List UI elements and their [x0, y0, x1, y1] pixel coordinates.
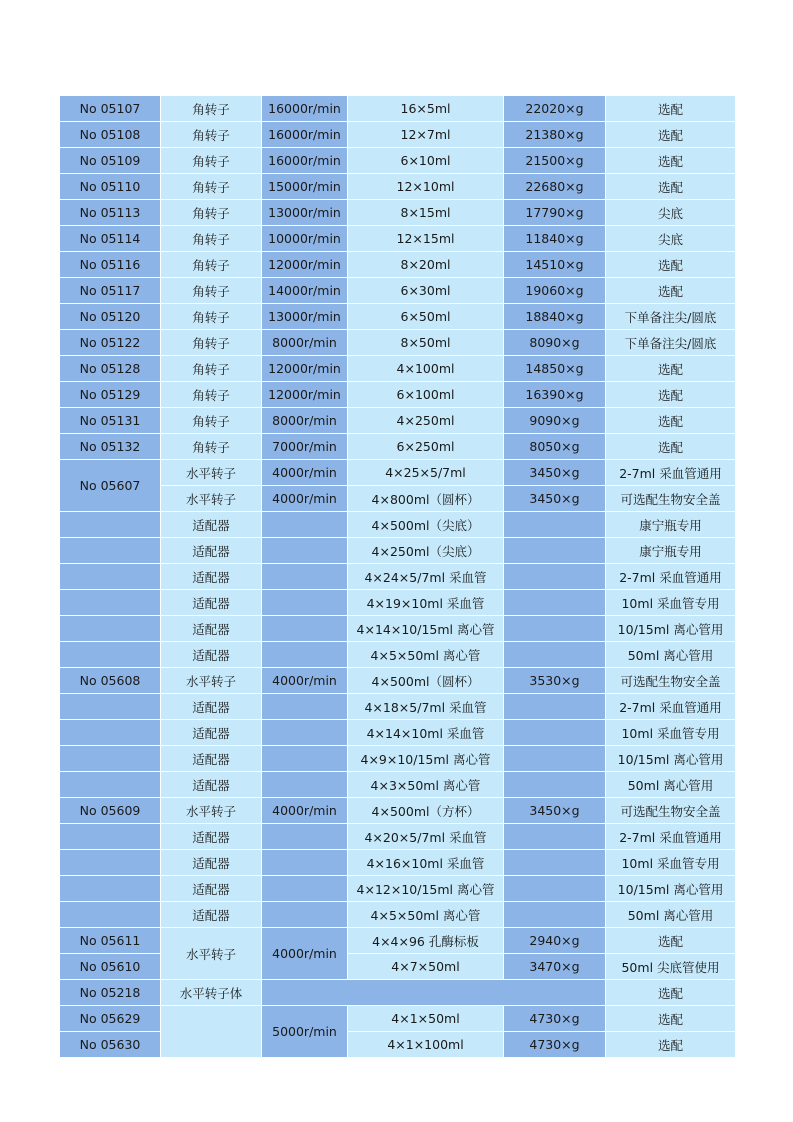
cell-note: 康宁瓶专用	[606, 538, 736, 564]
cell-capacity: 4×250ml	[348, 408, 504, 434]
table-row	[60, 642, 736, 668]
cell-note: 选配	[606, 122, 736, 148]
cell-model-no: No 05131	[60, 408, 161, 434]
table-row	[60, 590, 736, 616]
cell-max-speed: 16000r/min	[262, 148, 348, 174]
cell-max-speed	[262, 564, 348, 590]
table-row	[60, 382, 736, 408]
cell-capacity: 12×10ml	[348, 174, 504, 200]
cell-rotor-type: 适配器	[161, 564, 262, 590]
cell-model-no	[60, 538, 161, 564]
cell-note: 选配	[606, 1006, 736, 1032]
table-row	[60, 720, 736, 746]
cell-rotor-type: 水平转子	[161, 798, 262, 824]
cell-rotor-type: 适配器	[161, 772, 262, 798]
cell-model-no: No 05611	[60, 928, 161, 954]
cell-note: 10/15ml 离心管用	[606, 876, 736, 902]
cell-note: 2-7ml 采血管通用	[606, 824, 736, 850]
cell-model-no: No 05109	[60, 148, 161, 174]
cell-note: 尖底	[606, 200, 736, 226]
cell-capacity: 4×800ml（圆杯）	[348, 486, 504, 512]
cell-max-rcf	[504, 512, 606, 538]
cell-note: 50ml 尖底管使用	[606, 954, 736, 980]
cell-note: 选配	[606, 96, 736, 122]
cell-rotor-type: 水平转子	[161, 928, 262, 980]
cell-rotor-type: 适配器	[161, 850, 262, 876]
cell-note: 康宁瓶专用	[606, 512, 736, 538]
cell-max-speed: 4000r/min	[262, 460, 348, 486]
cell-max-rcf	[504, 694, 606, 720]
cell-max-speed	[262, 512, 348, 538]
cell-max-rcf	[504, 538, 606, 564]
cell-model-no: No 05608	[60, 668, 161, 694]
cell-max-rcf: 4730×g	[504, 1032, 606, 1058]
table-row	[60, 772, 736, 798]
cell-capacity: 6×50ml	[348, 304, 504, 330]
table-row	[60, 694, 736, 720]
cell-max-rcf	[504, 850, 606, 876]
cell-max-rcf: 18840×g	[504, 304, 606, 330]
table-row	[60, 902, 736, 928]
cell-capacity: 4×5×50ml 离心管	[348, 642, 504, 668]
cell-model-no: No 05609	[60, 798, 161, 824]
cell-max-speed	[262, 876, 348, 902]
cell-model-no: No 05630	[60, 1032, 161, 1058]
cell-model-no: No 05610	[60, 954, 161, 980]
cell-max-speed	[262, 590, 348, 616]
cell-max-speed	[262, 850, 348, 876]
cell-note: 尖底	[606, 226, 736, 252]
cell-capacity: 4×19×10ml 采血管	[348, 590, 504, 616]
cell-note: 可选配生物安全盖	[606, 486, 736, 512]
cell-note: 选配	[606, 148, 736, 174]
table-row	[60, 876, 736, 902]
cell-note: 选配	[606, 408, 736, 434]
cell-model-no	[60, 642, 161, 668]
cell-model-no: No 05116	[60, 252, 161, 278]
cell-note: 下单备注尖/圆底	[606, 304, 736, 330]
cell-capacity: 12×15ml	[348, 226, 504, 252]
table-row	[60, 486, 736, 512]
cell-capacity: 6×100ml	[348, 382, 504, 408]
cell-capacity: 4×14×10/15ml 离心管	[348, 616, 504, 642]
cell-capacity: 4×500ml（方杯）	[348, 798, 504, 824]
cell-model-no: No 05607	[60, 460, 161, 512]
cell-rotor-type: 角转子	[161, 174, 262, 200]
cell-model-no	[60, 720, 161, 746]
cell-model-no: No 05107	[60, 96, 161, 122]
cell-capacity: 4×14×10ml 采血管	[348, 720, 504, 746]
cell-max-speed: 8000r/min	[262, 330, 348, 356]
table-row	[60, 616, 736, 642]
cell-note: 选配	[606, 1032, 736, 1058]
cell-rotor-type: 水平转子	[161, 460, 262, 486]
cell-max-rcf	[504, 642, 606, 668]
cell-model-no	[60, 850, 161, 876]
cell-max-rcf: 9090×g	[504, 408, 606, 434]
cell-max-speed	[262, 746, 348, 772]
table-row	[60, 746, 736, 772]
cell-note: 10/15ml 离心管用	[606, 746, 736, 772]
table-row	[60, 96, 736, 122]
cell-note: 2-7ml 采血管通用	[606, 694, 736, 720]
table-row	[60, 460, 736, 486]
cell-note: 选配	[606, 382, 736, 408]
cell-rotor-type: 角转子	[161, 200, 262, 226]
cell-note: 选配	[606, 980, 736, 1006]
cell-note: 可选配生物安全盖	[606, 798, 736, 824]
cell-max-rcf: 3450×g	[504, 460, 606, 486]
cell-model-no	[60, 512, 161, 538]
cell-max-speed: 16000r/min	[262, 96, 348, 122]
cell-max-rcf: 3450×g	[504, 798, 606, 824]
cell-model-no	[60, 616, 161, 642]
cell-model-no: No 05117	[60, 278, 161, 304]
cell-model-no: No 05114	[60, 226, 161, 252]
cell-max-speed	[262, 720, 348, 746]
table-row	[60, 278, 736, 304]
cell-capacity: 6×10ml	[348, 148, 504, 174]
cell-note: 选配	[606, 174, 736, 200]
cell-max-rcf: 17790×g	[504, 200, 606, 226]
cell-capacity: 4×500ml（圆杯）	[348, 668, 504, 694]
cell-rotor-type: 适配器	[161, 746, 262, 772]
cell-rotor-type: 适配器	[161, 824, 262, 850]
cell-rotor-type: 适配器	[161, 902, 262, 928]
table-row	[60, 200, 736, 226]
cell-capacity: 4×5×50ml 离心管	[348, 902, 504, 928]
cell-note: 50ml 离心管用	[606, 902, 736, 928]
table-row	[60, 122, 736, 148]
cell-max-speed: 5000r/min	[262, 1006, 348, 1058]
cell-rotor-type: 角转子	[161, 330, 262, 356]
cell-model-no	[60, 590, 161, 616]
cell-rotor-type: 角转子	[161, 226, 262, 252]
cell-max-speed: 12000r/min	[262, 382, 348, 408]
table-row	[60, 330, 736, 356]
cell-max-speed	[262, 616, 348, 642]
cell-max-rcf: 22020×g	[504, 96, 606, 122]
cell-max-rcf: 14510×g	[504, 252, 606, 278]
cell-max-speed	[262, 538, 348, 564]
cell-model-no: No 05110	[60, 174, 161, 200]
cell-model-no	[60, 772, 161, 798]
cell-capacity: 4×16×10ml 采血管	[348, 850, 504, 876]
cell-note: 2-7ml 采血管通用	[606, 460, 736, 486]
table-row	[60, 226, 736, 252]
cell-max-rcf: 22680×g	[504, 174, 606, 200]
cell-model-no: No 05113	[60, 200, 161, 226]
cell-note: 10ml 采血管专用	[606, 850, 736, 876]
cell-max-speed: 10000r/min	[262, 226, 348, 252]
table-row	[60, 980, 736, 1006]
cell-note: 可选配生物安全盖	[606, 668, 736, 694]
table-row	[60, 824, 736, 850]
cell-max-rcf: 3450×g	[504, 486, 606, 512]
cell-note: 2-7ml 采血管通用	[606, 564, 736, 590]
cell-rotor-type: 适配器	[161, 616, 262, 642]
cell-max-rcf	[504, 876, 606, 902]
cell-max-rcf: 14850×g	[504, 356, 606, 382]
cell-model-no: No 05120	[60, 304, 161, 330]
table-row	[60, 850, 736, 876]
cell-model-no: No 05218	[60, 980, 161, 1006]
cell-max-rcf	[504, 616, 606, 642]
cell-max-speed	[262, 694, 348, 720]
table-row	[60, 148, 736, 174]
cell-capacity: 6×250ml	[348, 434, 504, 460]
cell-max-rcf: 8050×g	[504, 434, 606, 460]
cell-max-speed: 4000r/min	[262, 486, 348, 512]
cell-capacity: 16×5ml	[348, 96, 504, 122]
cell-rotor-type	[161, 1006, 262, 1058]
table-row	[60, 408, 736, 434]
table-row	[60, 304, 736, 330]
cell-rotor-type: 角转子	[161, 434, 262, 460]
cell-note: 50ml 离心管用	[606, 772, 736, 798]
cell-rotor-type: 角转子	[161, 382, 262, 408]
cell-rotor-type: 适配器	[161, 512, 262, 538]
cell-max-rcf: 11840×g	[504, 226, 606, 252]
cell-note: 10ml 采血管专用	[606, 720, 736, 746]
cell-rotor-type: 水平转子体	[161, 980, 262, 1006]
cell-max-speed: 15000r/min	[262, 174, 348, 200]
cell-max-rcf: 16390×g	[504, 382, 606, 408]
cell-model-no: No 05132	[60, 434, 161, 460]
cell-rotor-type: 适配器	[161, 694, 262, 720]
cell-note: 10/15ml 离心管用	[606, 616, 736, 642]
cell-merged-empty	[262, 980, 606, 1006]
cell-max-speed: 4000r/min	[262, 928, 348, 980]
cell-max-rcf	[504, 746, 606, 772]
cell-model-no	[60, 564, 161, 590]
cell-rotor-type: 角转子	[161, 278, 262, 304]
table-row	[60, 538, 736, 564]
cell-rotor-type: 角转子	[161, 96, 262, 122]
cell-model-no	[60, 746, 161, 772]
cell-max-speed	[262, 772, 348, 798]
cell-max-rcf: 4730×g	[504, 1006, 606, 1032]
cell-max-speed	[262, 902, 348, 928]
cell-max-rcf	[504, 590, 606, 616]
cell-note: 50ml 离心管用	[606, 642, 736, 668]
cell-rotor-type: 适配器	[161, 538, 262, 564]
cell-capacity: 4×4×96 孔酶标板	[348, 928, 504, 954]
cell-note: 选配	[606, 356, 736, 382]
cell-model-no: No 05108	[60, 122, 161, 148]
cell-note: 选配	[606, 252, 736, 278]
table-row	[60, 434, 736, 460]
cell-max-rcf: 3470×g	[504, 954, 606, 980]
cell-model-no	[60, 902, 161, 928]
table-row	[60, 564, 736, 590]
table-row	[60, 174, 736, 200]
cell-capacity: 4×18×5/7ml 采血管	[348, 694, 504, 720]
cell-capacity: 12×7ml	[348, 122, 504, 148]
cell-capacity: 8×15ml	[348, 200, 504, 226]
cell-max-speed: 14000r/min	[262, 278, 348, 304]
cell-max-rcf: 21500×g	[504, 148, 606, 174]
cell-rotor-type: 角转子	[161, 304, 262, 330]
cell-rotor-type: 角转子	[161, 122, 262, 148]
cell-max-speed: 13000r/min	[262, 304, 348, 330]
cell-capacity: 8×20ml	[348, 252, 504, 278]
cell-model-no	[60, 876, 161, 902]
cell-max-rcf: 8090×g	[504, 330, 606, 356]
cell-max-rcf	[504, 824, 606, 850]
cell-capacity: 4×7×50ml	[348, 954, 504, 980]
cell-model-no	[60, 694, 161, 720]
table-row	[60, 1006, 736, 1032]
cell-max-speed	[262, 824, 348, 850]
cell-max-rcf: 19060×g	[504, 278, 606, 304]
cell-capacity: 8×50ml	[348, 330, 504, 356]
cell-model-no: No 05122	[60, 330, 161, 356]
cell-capacity: 4×20×5/7ml 采血管	[348, 824, 504, 850]
cell-max-speed: 12000r/min	[262, 356, 348, 382]
cell-max-speed: 16000r/min	[262, 122, 348, 148]
cell-rotor-type: 适配器	[161, 642, 262, 668]
cell-rotor-type: 水平转子	[161, 668, 262, 694]
cell-capacity: 4×3×50ml 离心管	[348, 772, 504, 798]
cell-max-rcf	[504, 902, 606, 928]
cell-model-no: No 05128	[60, 356, 161, 382]
cell-max-speed: 4000r/min	[262, 798, 348, 824]
cell-note: 10ml 采血管专用	[606, 590, 736, 616]
cell-max-rcf	[504, 772, 606, 798]
table-row	[60, 356, 736, 382]
cell-max-rcf: 3530×g	[504, 668, 606, 694]
cell-max-speed: 4000r/min	[262, 668, 348, 694]
cell-rotor-type: 角转子	[161, 252, 262, 278]
cell-rotor-type: 适配器	[161, 720, 262, 746]
cell-max-speed	[262, 642, 348, 668]
cell-max-rcf: 2940×g	[504, 928, 606, 954]
centrifuge-rotor-table	[59, 95, 736, 1058]
cell-max-speed: 8000r/min	[262, 408, 348, 434]
cell-rotor-type: 适配器	[161, 590, 262, 616]
cell-capacity: 6×30ml	[348, 278, 504, 304]
cell-max-speed: 13000r/min	[262, 200, 348, 226]
cell-capacity: 4×25×5/7ml	[348, 460, 504, 486]
cell-note: 下单备注尖/圆底	[606, 330, 736, 356]
cell-max-rcf	[504, 564, 606, 590]
table-row	[60, 928, 736, 954]
table-row	[60, 798, 736, 824]
cell-capacity: 4×9×10/15ml 离心管	[348, 746, 504, 772]
cell-rotor-type: 角转子	[161, 356, 262, 382]
cell-note: 选配	[606, 434, 736, 460]
cell-max-speed: 7000r/min	[262, 434, 348, 460]
cell-model-no: No 05129	[60, 382, 161, 408]
cell-rotor-type: 角转子	[161, 148, 262, 174]
cell-rotor-type: 角转子	[161, 408, 262, 434]
cell-capacity: 4×1×100ml	[348, 1032, 504, 1058]
cell-model-no: No 05629	[60, 1006, 161, 1032]
cell-capacity: 4×100ml	[348, 356, 504, 382]
cell-max-rcf: 21380×g	[504, 122, 606, 148]
cell-capacity: 4×24×5/7ml 采血管	[348, 564, 504, 590]
cell-note: 选配	[606, 928, 736, 954]
cell-capacity: 4×250ml（尖底）	[348, 538, 504, 564]
cell-rotor-type: 适配器	[161, 876, 262, 902]
cell-max-speed: 12000r/min	[262, 252, 348, 278]
cell-max-rcf	[504, 720, 606, 746]
table-row	[60, 252, 736, 278]
cell-capacity: 4×500ml（尖底）	[348, 512, 504, 538]
cell-note: 选配	[606, 278, 736, 304]
cell-model-no	[60, 824, 161, 850]
cell-capacity: 4×1×50ml	[348, 1006, 504, 1032]
table-row	[60, 668, 736, 694]
cell-rotor-type: 水平转子	[161, 486, 262, 512]
table-row	[60, 512, 736, 538]
cell-capacity: 4×12×10/15ml 离心管	[348, 876, 504, 902]
